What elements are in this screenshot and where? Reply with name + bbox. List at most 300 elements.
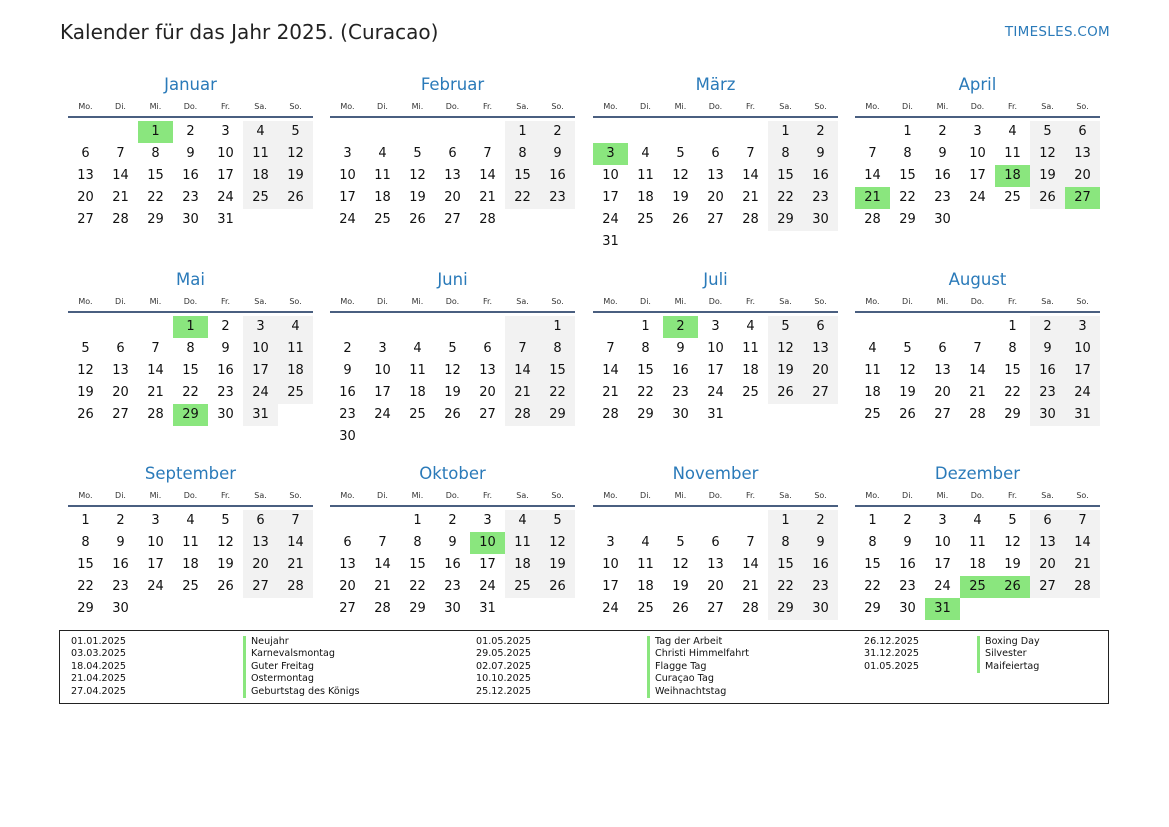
day-cell: 30 [182, 212, 199, 227]
weekday-label: Do. [183, 297, 198, 306]
holiday-legend [59, 630, 1109, 704]
empty-cell [663, 510, 698, 532]
day-cell: 24 [1065, 382, 1100, 404]
weekday-label: Mi. [936, 491, 949, 500]
month-september [68, 463, 313, 620]
empty-cell [855, 316, 890, 338]
day-cell: 27 [803, 382, 838, 404]
day-cell: 7 [868, 146, 877, 161]
day-cell: 25 [278, 382, 313, 404]
day-cell: 26 [540, 576, 575, 598]
weekday-label: Di. [377, 102, 388, 111]
day-cell: 9 [116, 535, 125, 550]
day-cell: 1 [505, 121, 540, 143]
legend-date: 18.04.2025 [71, 660, 126, 672]
day-cell: 28 [1065, 576, 1100, 598]
weekday-label: Sa. [254, 102, 267, 111]
day-cell: 4 [746, 319, 755, 334]
day-cell: 20 [112, 385, 129, 400]
day-cell: 9 [938, 146, 947, 161]
legend-dates-column [864, 636, 919, 673]
day-cell: 19 [1004, 557, 1021, 572]
weekday-label: Mi. [149, 102, 162, 111]
day-cell: 15 [77, 557, 94, 572]
day-cell: 8 [903, 146, 912, 161]
day-cell: 17 [339, 190, 356, 205]
day-cell: 3 [938, 513, 947, 528]
month-august [855, 269, 1100, 426]
day-cell: 4 [505, 510, 540, 532]
day-cell: 7 [378, 535, 387, 550]
day-cell: 1 [768, 510, 803, 532]
weekday-header [68, 98, 313, 118]
weekday-header [855, 487, 1100, 507]
day-cell: 21 [479, 190, 496, 205]
day-cell: 23 [934, 190, 951, 205]
weekday-label: Do. [970, 491, 985, 500]
legend-holiday-name: Tag der Arbeit [647, 636, 749, 648]
day-cell: 29 [540, 404, 575, 426]
day-cell: 7 [973, 341, 982, 356]
day-cell: 9 [186, 146, 195, 161]
day-cell: 27 [444, 212, 461, 227]
day-cell: 22 [147, 190, 164, 205]
weekday-label: Do. [708, 102, 723, 111]
day-grid [593, 316, 838, 426]
holiday-day-cell: 2 [663, 316, 698, 338]
day-cell: 11 [182, 535, 199, 550]
legend-holiday-name: Silvester [977, 648, 1040, 660]
day-cell: 27 [707, 212, 724, 227]
weekday-label: Sa. [1041, 102, 1054, 111]
day-cell: 28 [602, 407, 619, 422]
day-grid [68, 510, 313, 620]
day-cell: 27 [707, 601, 724, 616]
day-cell: 29 [637, 407, 654, 422]
weekday-label: So. [289, 102, 302, 111]
day-cell: 18 [969, 557, 986, 572]
day-cell: 11 [409, 363, 426, 378]
day-cell: 7 [606, 341, 615, 356]
holiday-day-cell: 31 [925, 598, 960, 620]
day-cell: 9 [448, 535, 457, 550]
day-grid [855, 316, 1100, 426]
legend-date: 01.01.2025 [71, 636, 126, 647]
day-cell: 2 [938, 124, 947, 139]
brand-link[interactable]: TIMESLES.COM [1004, 24, 1110, 40]
day-cell: 19 [217, 557, 234, 572]
legend-date: 02.07.2025 [476, 660, 531, 672]
weekday-label: Mo. [603, 297, 618, 306]
day-cell: 13 [1065, 143, 1100, 165]
weekday-label: Fr. [220, 297, 231, 306]
month-name: Juni [437, 270, 468, 289]
legend-date: 26.12.2025 [864, 636, 919, 647]
day-cell: 24 [243, 382, 278, 404]
day-cell: 12 [672, 557, 689, 572]
day-cell: 27 [934, 407, 951, 422]
weekday-header [593, 98, 838, 118]
day-cell: 3 [483, 513, 492, 528]
month-name: Mai [176, 270, 205, 289]
weekday-label: Fr. [482, 297, 493, 306]
day-cell: 18 [182, 557, 199, 572]
day-cell: 25 [864, 407, 881, 422]
day-cell: 8 [1008, 341, 1017, 356]
day-cell: 4 [868, 341, 877, 356]
day-cell: 20 [1030, 554, 1065, 576]
day-cell: 7 [116, 146, 125, 161]
day-cell: 3 [1065, 316, 1100, 338]
weekday-label: Mo. [340, 297, 355, 306]
day-cell: 18 [742, 363, 759, 378]
day-cell: 19 [409, 190, 426, 205]
empty-cell [435, 316, 470, 338]
day-cell: 20 [444, 190, 461, 205]
empty-cell [138, 316, 173, 338]
day-cell: 14 [479, 168, 496, 183]
weekday-label: Mi. [411, 491, 424, 500]
day-cell: 25 [374, 212, 391, 227]
day-cell: 9 [676, 341, 685, 356]
day-cell: 6 [711, 535, 720, 550]
day-cell: 24 [217, 190, 234, 205]
day-cell: 13 [934, 363, 951, 378]
day-cell: 5 [676, 146, 685, 161]
day-cell: 6 [938, 341, 947, 356]
weekday-label: Di. [115, 491, 126, 500]
legend-names-column [647, 636, 749, 698]
day-cell: 10 [217, 146, 234, 161]
day-cell: 28 [147, 407, 164, 422]
day-cell: 18 [864, 385, 881, 400]
day-cell: 14 [1065, 532, 1100, 554]
day-cell: 15 [182, 363, 199, 378]
day-cell: 1 [903, 124, 912, 139]
day-cell: 6 [1065, 121, 1100, 143]
day-cell: 12 [278, 143, 313, 165]
day-cell: 21 [969, 385, 986, 400]
day-cell: 31 [243, 404, 278, 426]
empty-cell [593, 510, 628, 532]
day-cell: 19 [540, 554, 575, 576]
day-cell: 28 [969, 407, 986, 422]
day-grid [593, 510, 838, 620]
day-cell: 5 [81, 341, 90, 356]
weekday-label: So. [289, 491, 302, 500]
day-cell: 16 [899, 557, 916, 572]
weekday-label: Do. [183, 102, 198, 111]
day-cell: 6 [448, 146, 457, 161]
day-cell: 7 [483, 146, 492, 161]
empty-cell [960, 316, 995, 338]
day-cell: 30 [444, 601, 461, 616]
weekday-label: Do. [708, 297, 723, 306]
day-cell: 15 [768, 165, 803, 187]
day-cell: 8 [186, 341, 195, 356]
day-cell: 21 [742, 190, 759, 205]
day-cell: 26 [899, 407, 916, 422]
empty-cell [330, 316, 365, 338]
legend-date: 27.04.2025 [71, 685, 126, 697]
day-cell: 16 [339, 385, 356, 400]
day-cell: 13 [112, 363, 129, 378]
day-cell: 22 [540, 382, 575, 404]
month-dezember [855, 463, 1100, 620]
day-cell: 9 [221, 341, 230, 356]
legend-date: 31.12.2025 [864, 648, 919, 660]
holiday-day-cell: 26 [995, 576, 1030, 598]
weekday-label: Mi. [149, 297, 162, 306]
day-cell: 5 [1008, 513, 1017, 528]
day-cell: 3 [973, 124, 982, 139]
day-cell: 10 [707, 341, 724, 356]
day-cell: 19 [444, 385, 461, 400]
day-cell: 22 [899, 190, 916, 205]
day-grid [330, 316, 575, 448]
day-cell: 28 [505, 404, 540, 426]
day-cell: 20 [934, 385, 951, 400]
day-cell: 3 [243, 316, 278, 338]
day-cell: 21 [1065, 554, 1100, 576]
day-cell: 15 [899, 168, 916, 183]
legend-holiday-name: Curaçao Tag [647, 673, 749, 685]
day-cell: 30 [899, 601, 916, 616]
weekday-label: Fr. [220, 491, 231, 500]
legend-holiday-name: Karnevalsmontag [243, 648, 360, 660]
day-cell: 25 [637, 212, 654, 227]
day-cell: 8 [505, 143, 540, 165]
day-cell: 3 [378, 341, 387, 356]
legend-holiday-name: Neujahr [243, 636, 360, 648]
empty-cell [698, 510, 733, 532]
weekday-label: Fr. [745, 491, 756, 500]
day-cell: 8 [641, 341, 650, 356]
day-cell: 15 [1004, 363, 1021, 378]
weekday-header [330, 98, 575, 118]
weekday-label: Mi. [674, 491, 687, 500]
weekday-label: So. [814, 491, 827, 500]
day-cell: 11 [243, 143, 278, 165]
weekday-label: So. [289, 297, 302, 306]
day-cell: 12 [768, 338, 803, 360]
day-cell: 2 [221, 319, 230, 334]
day-cell: 22 [182, 385, 199, 400]
day-cell: 5 [903, 341, 912, 356]
weekday-label: Do. [445, 102, 460, 111]
day-cell: 15 [409, 557, 426, 572]
day-cell: 30 [934, 212, 951, 227]
day-cell: 27 [77, 212, 94, 227]
day-cell: 17 [707, 363, 724, 378]
day-cell: 11 [637, 168, 654, 183]
weekday-header [593, 293, 838, 313]
day-cell: 29 [409, 601, 426, 616]
day-cell: 18 [278, 360, 313, 382]
legend-date: 03.03.2025 [71, 648, 126, 660]
day-cell: 26 [1030, 187, 1065, 209]
day-cell: 28 [278, 576, 313, 598]
day-cell: 29 [77, 601, 94, 616]
weekday-label: Mo. [865, 102, 880, 111]
month-name: Januar [164, 75, 217, 94]
legend-date: 01.05.2025 [864, 660, 919, 672]
weekday-label: Mo. [78, 297, 93, 306]
day-cell: 30 [217, 407, 234, 422]
day-cell: 15 [147, 168, 164, 183]
page-title: Kalender für das Jahr 2025. (Curacao) [60, 20, 439, 44]
day-cell: 22 [505, 187, 540, 209]
weekday-header [68, 487, 313, 507]
empty-cell [400, 316, 435, 338]
day-cell: 23 [217, 385, 234, 400]
day-cell: 24 [374, 407, 391, 422]
weekday-label: Sa. [254, 491, 267, 500]
empty-cell [628, 121, 663, 143]
legend-date: 10.10.2025 [476, 673, 531, 685]
day-cell: 23 [1030, 382, 1065, 404]
weekday-label: So. [551, 297, 564, 306]
weekday-label: Fr. [1007, 102, 1018, 111]
day-cell: 13 [707, 557, 724, 572]
month-name: Juli [703, 270, 728, 289]
day-cell: 27 [479, 407, 496, 422]
month-mai [68, 269, 313, 426]
day-cell: 17 [374, 385, 391, 400]
day-cell: 12 [444, 363, 461, 378]
month-name: Dezember [934, 464, 1021, 483]
day-cell: 20 [803, 360, 838, 382]
day-cell: 4 [1008, 124, 1017, 139]
empty-cell [733, 121, 768, 143]
weekday-label: Di. [902, 297, 913, 306]
weekday-label: Mi. [674, 297, 687, 306]
empty-cell [435, 121, 470, 143]
day-cell: 26 [768, 382, 803, 404]
day-cell: 16 [217, 363, 234, 378]
month-name: April [958, 75, 997, 94]
weekday-label: Fr. [482, 491, 493, 500]
weekday-label: Sa. [516, 491, 529, 500]
empty-cell [400, 121, 435, 143]
day-cell: 11 [742, 341, 759, 356]
legend-holiday-name: Boxing Day [977, 636, 1040, 648]
day-cell: 6 [343, 535, 352, 550]
weekday-label: Do. [445, 297, 460, 306]
day-cell: 25 [243, 187, 278, 209]
day-cell: 31 [479, 601, 496, 616]
empty-cell [470, 121, 505, 143]
day-cell: 22 [768, 576, 803, 598]
day-cell: 1 [641, 319, 650, 334]
weekday-label: So. [814, 297, 827, 306]
day-cell: 8 [868, 535, 877, 550]
day-cell: 12 [409, 168, 426, 183]
day-cell: 22 [409, 579, 426, 594]
empty-cell [663, 121, 698, 143]
weekday-label: Mo. [603, 102, 618, 111]
weekday-label: Do. [445, 491, 460, 500]
day-cell: 14 [278, 532, 313, 554]
weekday-label: Di. [902, 491, 913, 500]
holiday-day-cell: 29 [173, 404, 208, 426]
legend-date: 01.05.2025 [476, 636, 531, 647]
weekday-header [593, 487, 838, 507]
day-cell: 2 [540, 121, 575, 143]
day-cell: 5 [676, 535, 685, 550]
day-cell: 1 [868, 513, 877, 528]
day-cell: 13 [707, 168, 724, 183]
weekday-label: Sa. [1041, 491, 1054, 500]
day-cell: 21 [602, 385, 619, 400]
day-cell: 16 [934, 168, 951, 183]
day-cell: 8 [81, 535, 90, 550]
day-cell: 7 [278, 510, 313, 532]
day-cell: 13 [1030, 532, 1065, 554]
day-cell: 1 [413, 513, 422, 528]
day-cell: 22 [864, 579, 881, 594]
month-juni [330, 269, 575, 448]
day-cell: 17 [934, 557, 951, 572]
day-cell: 26 [444, 407, 461, 422]
day-cell: 19 [672, 190, 689, 205]
day-cell: 11 [1004, 146, 1021, 161]
day-cell: 5 [221, 513, 230, 528]
day-cell: 14 [602, 363, 619, 378]
day-cell: 9 [803, 532, 838, 554]
month-name: Oktober [419, 464, 486, 483]
day-cell: 12 [899, 363, 916, 378]
weekday-label: Mi. [674, 102, 687, 111]
weekday-header [68, 293, 313, 313]
day-cell: 5 [768, 316, 803, 338]
empty-cell [68, 316, 103, 338]
day-cell: 21 [112, 190, 129, 205]
day-cell: 30 [672, 407, 689, 422]
day-cell: 8 [768, 143, 803, 165]
day-cell: 31 [1065, 404, 1100, 426]
day-cell: 26 [672, 601, 689, 616]
day-cell: 20 [77, 190, 94, 205]
day-cell: 19 [1030, 165, 1065, 187]
day-cell: 12 [77, 363, 94, 378]
weekday-label: So. [551, 102, 564, 111]
day-cell: 15 [637, 363, 654, 378]
day-cell: 9 [903, 535, 912, 550]
weekday-label: Mi. [936, 102, 949, 111]
day-cell: 1 [540, 316, 575, 338]
day-cell: 11 [637, 557, 654, 572]
day-cell: 10 [969, 146, 986, 161]
weekday-label: Sa. [779, 491, 792, 500]
day-cell: 13 [77, 168, 94, 183]
day-cell: 17 [217, 168, 234, 183]
day-cell: 27 [1030, 576, 1065, 598]
weekday-label: So. [1076, 491, 1089, 500]
holiday-day-cell: 3 [593, 143, 628, 165]
day-cell: 16 [803, 554, 838, 576]
day-cell: 3 [711, 319, 720, 334]
day-cell: 4 [413, 341, 422, 356]
day-cell: 19 [899, 385, 916, 400]
day-grid [593, 121, 838, 253]
day-cell: 20 [707, 190, 724, 205]
day-cell: 21 [278, 554, 313, 576]
day-cell: 26 [672, 212, 689, 227]
weekday-label: Sa. [779, 102, 792, 111]
day-cell: 20 [707, 579, 724, 594]
day-cell: 29 [768, 598, 803, 620]
